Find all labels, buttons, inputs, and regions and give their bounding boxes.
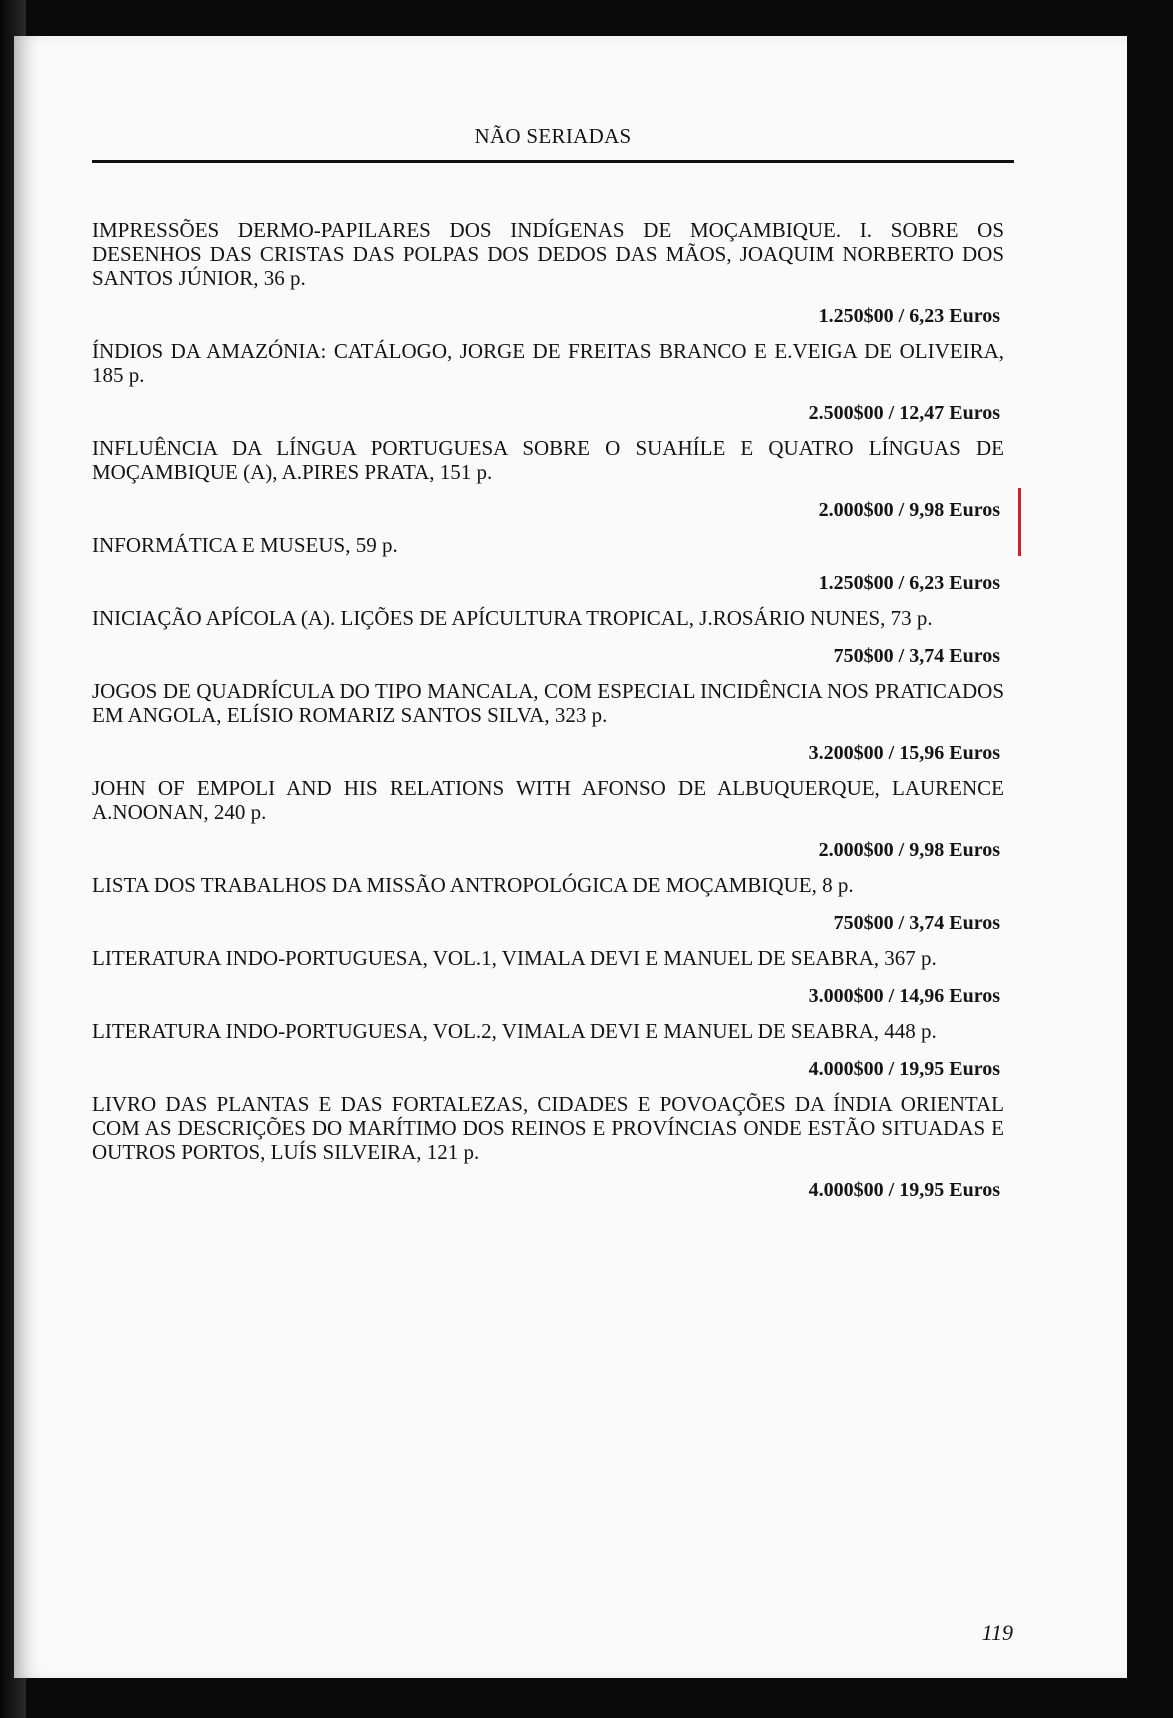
entry-title: LITERATURA INDO-PORTUGUESA, VOL.2, VIMALA DEVI E MANUEL DE SEABRA, 448 p. (92, 1019, 937, 1043)
entry-price: 2.000$00 / 9,98 Euros (818, 499, 1000, 521)
header-rule (92, 160, 1014, 163)
catalog-entry (92, 1019, 1004, 1081)
entry-price: 2.500$00 / 12,47 Euros (808, 402, 1000, 424)
catalog-entry (92, 1092, 1004, 1202)
catalog-entry (92, 679, 1004, 765)
entry-title: JOGOS DE QUADRÍCULA DO TIPO MANCALA, COM ESPECIAL INCIDÊNCIA NOS PRATICADOS EM ANGOLA, ELÍSIO ROMARIZ SANTOS SILVA, 323 p. (92, 679, 1004, 727)
catalog-entry (92, 946, 1004, 1008)
catalog-entry (92, 606, 1004, 668)
entry-price: 4.000$00 / 19,95 Euros (808, 1058, 1000, 1080)
document-page (14, 36, 1127, 1678)
entry-price: 3.200$00 / 15,96 Euros (808, 742, 1000, 764)
entry-price: 4.000$00 / 19,95 Euros (808, 1179, 1000, 1201)
entry-price: 2.000$00 / 9,98 Euros (818, 839, 1000, 861)
entry-title: JOHN OF EMPOLI AND HIS RELATIONS WITH AFONSO DE ALBUQUERQUE, LAURENCE A.NOONAN, 240 p. (92, 776, 1004, 824)
entry-title: IMPRESSÕES DERMO-PAPILARES DOS INDÍGENAS DE MOÇAMBIQUE. I. SOBRE OS DESENHOS DAS CRISTAS DAS POLPAS DOS DEDOS DAS MÃOS, JOAQUIM NORBERTO DOS SANTOS JÚNIOR, 36 p. (92, 218, 1004, 290)
entry-title: LIVRO DAS PLANTAS E DAS FORTALEZAS, CIDADES E POVOAÇÕES DA ÍNDIA ORIENTAL COM AS DESCRIÇÕES DO MARÍTIMO DOS REINOS E PROVÍNCIAS ONDE ESTÃO SITUADAS E OUTROS PORTOS, LUÍS SILVEIRA, 121 p. (92, 1092, 1004, 1164)
page-header-title: NÃO SERIADAS (474, 124, 632, 148)
red-margin-mark (1018, 488, 1021, 556)
entry-price: 750$00 / 3,74 Euros (833, 912, 1000, 934)
catalog-entry (92, 533, 1004, 595)
entry-title: LISTA DOS TRABALHOS DA MISSÃO ANTROPOLÓGICA DE MOÇAMBIQUE, 8 p. (92, 873, 854, 897)
catalog-entry (92, 218, 1004, 328)
entry-title: INFLUÊNCIA DA LÍNGUA PORTUGUESA SOBRE O SUAHÍLE E QUATRO LÍNGUAS DE MOÇAMBIQUE (A), A.PIRES PRATA, 151 p. (92, 436, 1004, 484)
catalog-entry-list (92, 218, 1004, 1213)
catalog-entry (92, 776, 1004, 862)
entry-price: 1.250$00 / 6,23 Euros (818, 572, 1000, 594)
entry-price: 3.000$00 / 14,96 Euros (808, 985, 1000, 1007)
entry-title: LITERATURA INDO-PORTUGUESA, VOL.1, VIMALA DEVI E MANUEL DE SEABRA, 367 p. (92, 946, 937, 970)
entry-price: 1.250$00 / 6,23 Euros (818, 305, 1000, 327)
entry-price: 750$00 / 3,74 Euros (833, 645, 1000, 667)
entry-title: INICIAÇÃO APÍCOLA (A). LIÇÕES DE APÍCULTURA TROPICAL, J.ROSÁRIO NUNES, 73 p. (92, 606, 933, 630)
entry-title: ÍNDIOS DA AMAZÓNIA: CATÁLOGO, JORGE DE FREITAS BRANCO E E.VEIGA DE OLIVEIRA, 185 p. (92, 339, 1004, 387)
page-number: 119 (981, 1620, 1013, 1645)
catalog-entry (92, 873, 1004, 935)
catalog-entry (92, 436, 1004, 522)
entry-title: INFORMÁTICA E MUSEUS, 59 p. (92, 533, 398, 557)
catalog-entry (92, 339, 1004, 425)
